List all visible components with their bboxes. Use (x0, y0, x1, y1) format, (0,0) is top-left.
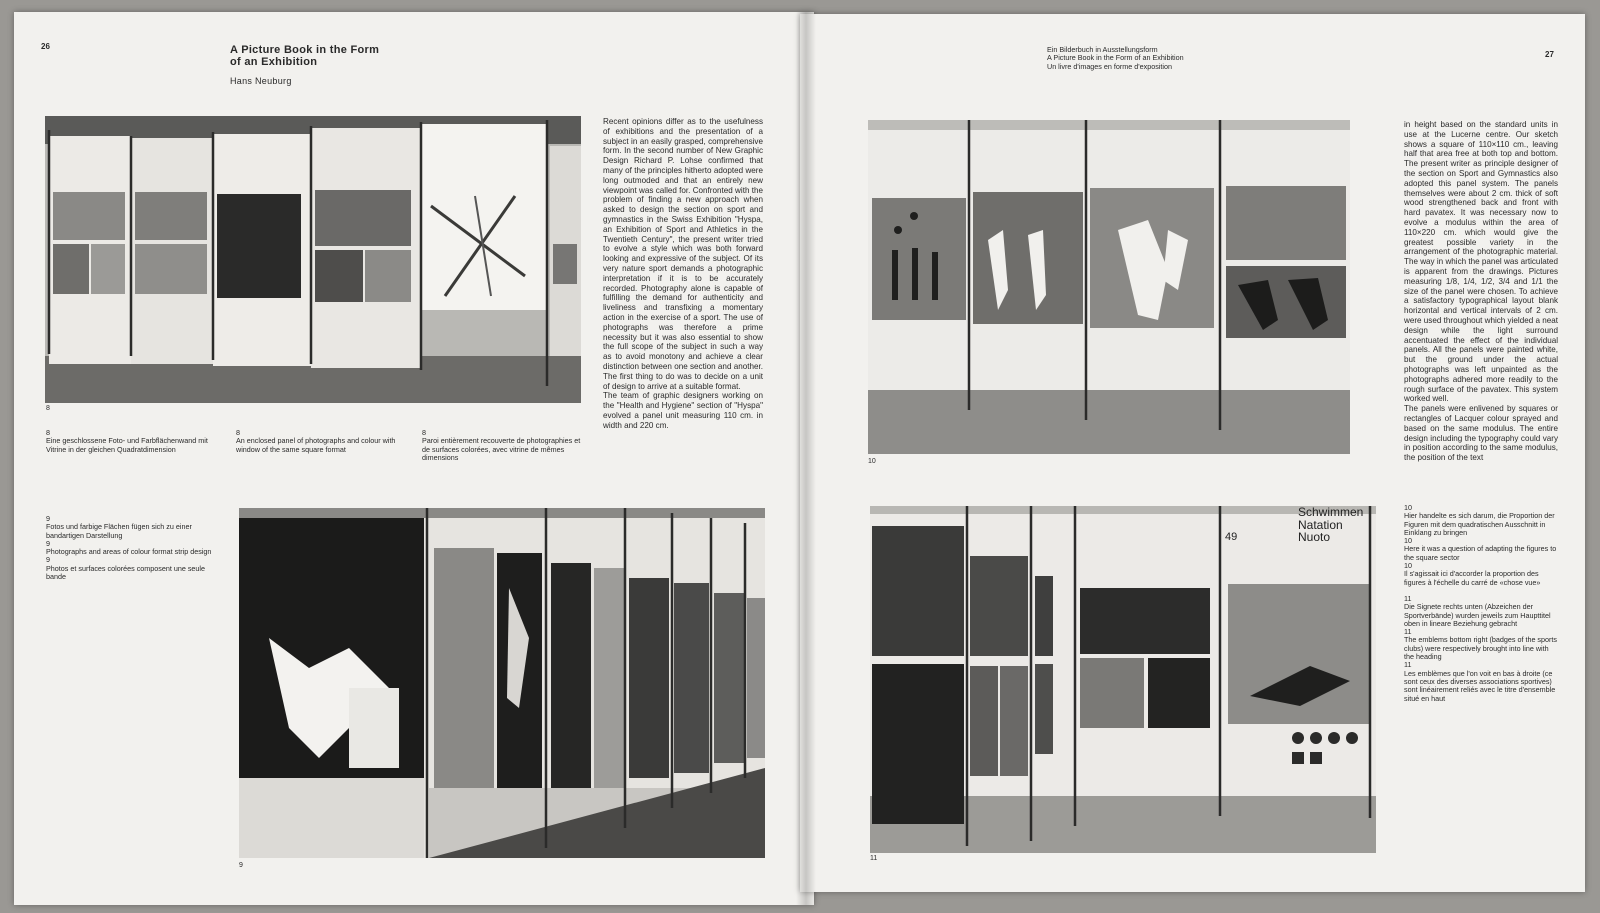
caption-text: Here it was a question of adapting the figures to the square sector (1404, 544, 1557, 562)
caption-text: Eine geschlossene Foto- und Farbflächenwand mit Vitrine in der gleichen Quadratdimension (46, 436, 208, 454)
caption-text: Les emblèmes que l'on voit en bas à droite (ce sont ceux des diverses associations sportives) sont linéairement reliés avec le titre d'ensemble situé en haut (1404, 668, 1556, 703)
figure-8-number: 8 (46, 405, 50, 412)
panel-title-de: Schwimmen (1298, 505, 1364, 519)
panel-title-fr: Natation (1298, 517, 1343, 532)
caption-text: Il s'agissait ici d'accorder la proportion des figures à l'échelle du carré de «chose vue» (1404, 569, 1541, 587)
figure-10-photo (868, 120, 1350, 454)
figure-8-photo (45, 116, 581, 403)
header-line-en: A Picture Book in the Form of an Exhibition (1047, 53, 1184, 63)
figure-11-number: 11 (870, 855, 878, 862)
left-body-text (603, 117, 763, 431)
figure-8-caption-en (236, 429, 398, 454)
figure-10-11-captions (1404, 504, 1560, 703)
panel-title-it: Nuoto (1298, 530, 1331, 544)
figure-10-number: 10 (868, 458, 876, 465)
body-paragraph: in height based on the standard units in use at the Lucerne centre. Our sketch shows a square of 110×110 cm., leaving half that area free at both top and bottom. The present writer as principle designer of the section on Sport and Gymnastics also adopted this panel system. The panels themselves were about 2 cm. thick of soft wood strengthened back and front with hard pavatex. It was necessary now to evolve a modulus within the area of 110×220 cm. which would give the greatest possible variety in the arrangement of the photographic material. The way in which the panel was articulated is apparent from the drawings. Pictures measuring 1/8, 1/4, 1/2, 3/4 and 1/1 the size of the panel were chosen. To achieve a satisfactory typographical layout blank horizontal and vertical intervals of 2 cm. were used throughout which yielded a neat design while the light surround accentuated the effect of the individual panels. All the panels were painted white, but the ground under the actual photographs was left unpainted as the photographs adhered more readily to the rough surface of the pavatex. This system worked well. (1404, 120, 1558, 404)
figure-8-caption-de (46, 429, 214, 454)
article-title-line1: A Picture Book in the Form (230, 44, 380, 56)
right-page-number: 27 (1545, 50, 1554, 59)
caption-number: 11 (1404, 627, 1412, 637)
caption-number: 10 (1404, 503, 1412, 512)
caption-text: Photos et surfaces colorées composent une seule bande (46, 563, 206, 582)
panel-number: 49 (1225, 531, 1238, 543)
body-paragraph: Recent opinions differ as to the usefulness of exhibitions and the presentation of a subject in an easily grasped, comprehensive form. In the second number of New Graphic Design Richard P. Lohse confirmed that many of the principles hitherto adopted were long outmoded and that an entirely new viewpoint was called for. Confronted with the problem of finding a new approach when asked to design the section on sport and gymnastics in the Swiss Exhibition "Hyspa, an Exhibition of Sport and Athletics in the Twentieth Century", the present writer tried to evolve a style which was both forward looking and expressive of the subject. Of its very nature sport demands a photographic interpretation if it is to be accurately recorded. Photography alone is capable of fulfilling the demand for authenticity and liveliness and transfixing a momentary action in the exercise of a sport. The use of photographs was therefore a prime necessity but it was also essential to show the full scope of the subject in such a way as to avoid monotony and achieve a clear distinction between one section and another. The first thing to do was to decide on a unit of design to arrive at a suitable format. (603, 117, 763, 391)
body-paragraph: The panels were enlivened by squares or rectangles of Lacquer colour sprayed and based on the same modulus. The entire design including the typography could vary in position according to the same modulus, the position of the text (1404, 404, 1558, 463)
caption-number: 9 (46, 555, 50, 565)
caption-number: 9 (46, 514, 50, 523)
caption-number: 8 (236, 428, 240, 437)
caption-text: Die Signete rechts unten (Abzeichen der Sportverbände) wurden jeweils zum Haupttitel oben in lineare Beziehung gebracht (1404, 602, 1551, 628)
caption-number: 8 (46, 428, 50, 437)
caption-text: Fotos und farbige Flächen fügen sich zu einer bandartigen Darstellung (46, 522, 192, 540)
figure-11-photo (870, 506, 1376, 853)
caption-text: Hier handelte es sich darum, die Proportion der Figuren mit dem quadratischen Ausschnitt in Einklang zu bringen (1404, 511, 1555, 537)
caption-number: 11 (1404, 593, 1412, 603)
caption-text: Photographs and areas of colour format strip design (46, 547, 212, 557)
caption-text: The emblems bottom right (badges of the sports clubs) were respectively brought into line with the heading (1404, 635, 1558, 662)
running-header (1047, 46, 1267, 71)
body-paragraph: The team of graphic designers working on the "Health and Hygiene" section of "Hyspa" evolved a panel unit measuring 110 cm. in width and 220 cm. (603, 391, 763, 430)
header-line-fr: Un livre d'images en forme d'exposition (1047, 61, 1172, 71)
author-name: Hans Neuburg (230, 76, 292, 86)
left-page-number: 26 (41, 42, 50, 51)
figure-9-number: 9 (239, 862, 243, 869)
article-title-line2: of an Exhibition (230, 56, 318, 68)
right-body-text (1404, 120, 1558, 463)
caption-number: 11 (1404, 660, 1412, 670)
book-gutter (796, 12, 816, 905)
panel-sport-title (1298, 506, 1363, 544)
caption-number: 10 (1404, 536, 1412, 546)
caption-text: Paroi entièrement recouverte de photographies et de surfaces colorées, avec vitrine de mêmes dimensions (422, 436, 581, 462)
header-line-de: Ein Bilderbuch in Ausstellungsform (1047, 45, 1158, 54)
caption-text: An enclosed panel of photographs and colour with window of the same square format (236, 436, 396, 454)
caption-number: 8 (422, 428, 426, 437)
figure-8-caption-fr (422, 429, 584, 462)
caption-number: 9 (46, 538, 50, 548)
figure-9-photo (239, 508, 765, 858)
caption-number: 10 (1404, 561, 1412, 571)
figure-9-captions (46, 515, 216, 581)
